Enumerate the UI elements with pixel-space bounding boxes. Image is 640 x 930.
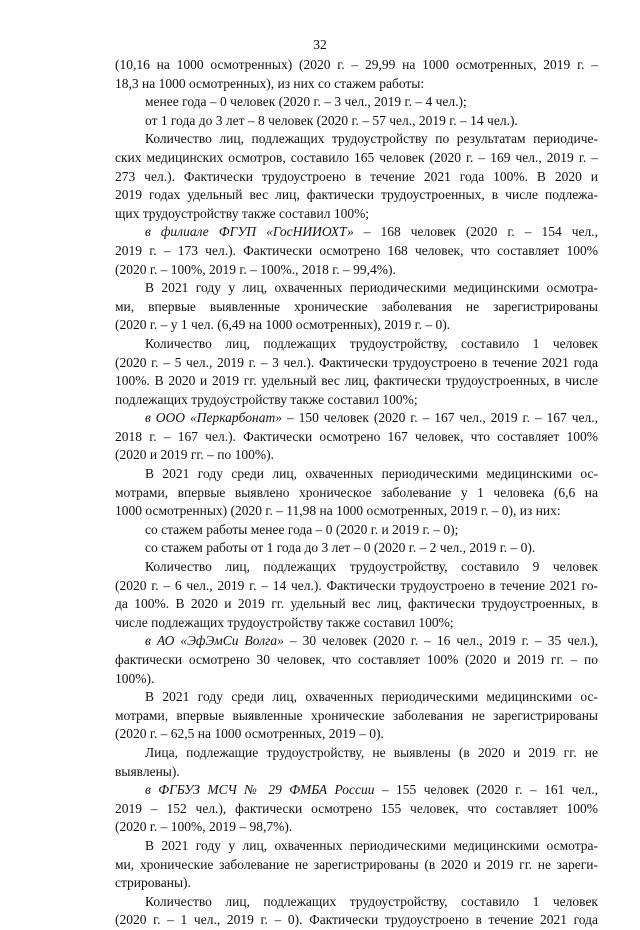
text-fragment: – 155 человек (2020 г. – 161 чел., [374, 782, 598, 798]
text-line: В 2021 году среди лиц, охваченных периодическими медицинскими ос- [145, 466, 598, 482]
text-line: 100%. В 2020 и 2019 гг. удельный вес лиц, фактически трудоустроенных, в числе [115, 373, 598, 389]
text-line: 100%). [115, 670, 155, 686]
organization-name: в филиале ФГУП «ГосНИИОХТ» [145, 224, 354, 240]
text-line: (2020 г. – 100%, 2019 – 98,7%). [115, 819, 293, 835]
text-line: (2020 г. – 62,5 на 1000 осмотренных, 2019 – 0). [115, 726, 384, 742]
text-line: 2019 – 152 чел.), фактически осмотрено 155 человек, что составляет 100% [115, 800, 598, 816]
text-line: (2020 г. – у 1 чел. (6,49 на 1000 осмотренных), 2019 г. – 0). [115, 317, 451, 333]
text-line: (2020 г. – 6 чел., 2019 г. – 14 чел.). Фактически трудоустроено в течение 2021 го- [115, 577, 598, 593]
text-line: стрированы). [115, 875, 191, 891]
text-line: Количество лиц, подлежащих трудоустройству по результатам периодиче- [145, 131, 598, 147]
text-line: Количество лиц, подлежащих трудоустройству, составило 9 человек [145, 559, 598, 575]
organization-name: в АО «ЭфЭмСи Волга» [145, 633, 284, 649]
text-line: да 100%. В 2020 и 2019 гг. удельный вес лиц, фактически трудоустроенных, в [115, 596, 598, 612]
text-line: фактически осмотрено 30 человек, что составляет 100% (2020 и 2019 гг. – по [115, 652, 598, 667]
text-line: В 2021 году у лиц, охваченных периодическими медицинскими осмотра- [145, 280, 598, 296]
text-line: (2020 г. – 5 чел., 2019 г. – 3 чел.). Фактически трудоустроено в течение 2021 года [115, 354, 598, 370]
text-line: 2019 годах удельный вес лиц, фактически трудоустроенных, в числе подлежа- [115, 187, 598, 203]
text-line: (2020 г. – 100%, 2019 г. – 100%., 2018 г. – 99,4%). [115, 261, 396, 277]
text-line: со стажем работы менее года – 0 (2020 г. и 2019 г. – 0); [145, 521, 459, 537]
text-fragment: – 150 человек (2020 г. – 167 чел., 2019 г. – 167 чел., [282, 410, 598, 426]
page-number: 32 [313, 37, 327, 52]
text-line: числе подлежащих трудоустройству также составил 100%; [115, 614, 454, 630]
text-line: 273 чел.). Фактически трудоустроено в течение 2021 года 100%. В 2020 и [115, 168, 598, 184]
text-line: ми, хронические заболевание не зарегистрированы (в 2020 и 2019 гг. не зареги- [115, 856, 598, 872]
text-line: ских медицинских осмотров, составило 165 человек (2020 г. – 169 чел., 2019 г. – [115, 149, 598, 165]
text-line: от 1 года до 3 лет – 8 человек (2020 г. – 57 чел., 2019 г. – 14 чел.). [145, 112, 518, 128]
text-line: 2019 г. – 173 чел.). Фактически осмотрено 168 человек, что составляет 100% [115, 242, 598, 258]
text-fragment: – 168 человек (2020 г. – 154 чел., [353, 224, 598, 240]
text-line: Количество лиц, подлежащих трудоустройству, составило 1 человек [145, 335, 598, 351]
text-line: ми, впервые выявленные хронические заболевания не зарегистрированы [115, 298, 598, 314]
text-line: 2018 г. – 167 чел.). Фактически осмотрено 167 человек, что составляет 100% [115, 428, 598, 444]
text-line: В 2021 году среди лиц, охваченных периодическими медицинскими ос- [145, 689, 598, 705]
text-fragment: – 30 человек (2020 г. – 16 чел., 2019 г. – 35 чел.), [283, 633, 598, 649]
text-line: выявлены). [115, 763, 180, 779]
text-line: (2020 и 2019 гг. – по 100%). [115, 447, 274, 463]
text-line [115, 781, 598, 800]
text-line: Количество лиц, подлежащих трудоустройству, составило 1 человек [145, 893, 598, 909]
text-line: менее года – 0 человек (2020 г. – 3 чел., 2019 г. – 4 чел.); [145, 94, 467, 110]
text-line: мотрами, впервые выявленные хронические заболевания не зарегистрированы [115, 707, 598, 723]
text-line: Лица, подлежащие трудоустройству, не выявлены (в 2020 и 2019 гг. не [145, 744, 598, 760]
organization-name: в ФГБУЗ МСЧ № 29 ФМБА России [145, 782, 375, 798]
text-line: В 2021 году у лиц, охваченных периодическими медицинскими осмотра- [145, 837, 598, 853]
text-line [115, 409, 598, 428]
organization-name: в ООО «Перкарбонат» [145, 410, 282, 426]
text-line: (2020 г. – 1 чел., 2019 г. – 0). Фактически трудоустроено в течение 2021 года [115, 912, 598, 928]
text-line [115, 223, 598, 242]
text-line: (10,16 на 1000 осмотренных) (2020 г. – 29,99 на 1000 осмотренных, 2019 г. – [115, 57, 598, 72]
document-body [115, 56, 598, 930]
text-line: 1000 осмотренных) (2020 г. – 11,98 на 1000 осмотренных, 2019 г. – 0), из них: [115, 503, 561, 519]
text-line: 18,3 на 1000 осмотренных), из них со стажем работы: [115, 75, 425, 91]
text-line: щих трудоустройству также составил 100%; [115, 205, 370, 221]
text-line: мотрами, впервые выявлено хроническое заболевание у 1 человека (6,6 на [115, 484, 598, 500]
text-line: со стажем работы от 1 года до 3 лет – 0 (2020 г. – 2 чел., 2019 г. – 0). [145, 540, 536, 556]
text-line: подлежащих трудоустройству также составил 100%; [115, 391, 418, 407]
text-line [115, 632, 598, 651]
